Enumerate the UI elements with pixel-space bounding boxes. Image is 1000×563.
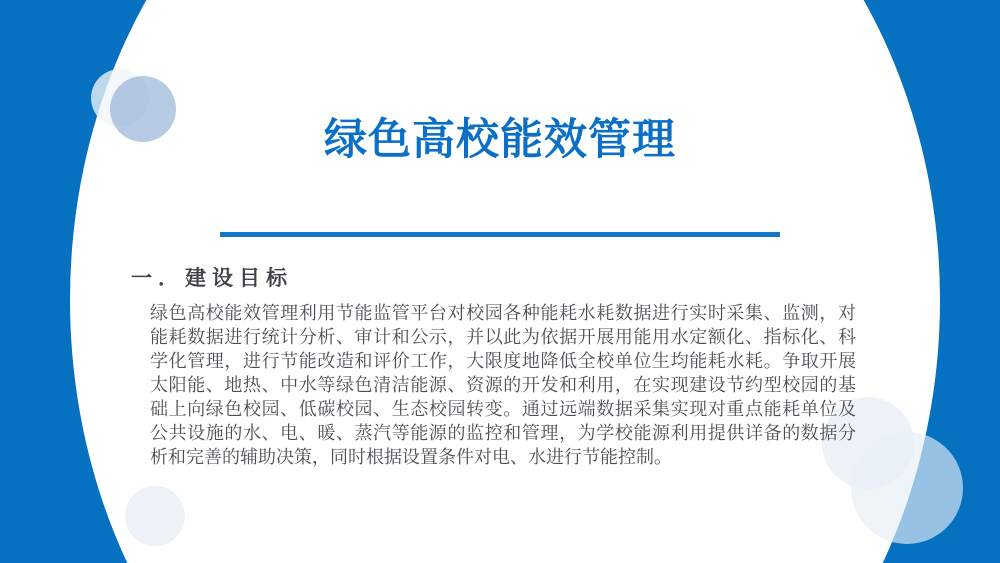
body-paragraph (150, 301, 856, 469)
section-heading: 一．建设目标 (131, 267, 293, 290)
slide-title: 绿色高校能效管理 (324, 116, 676, 164)
body-line: 能耗数据进行统计分析、审计和公示，并以此为依据开展用能用水定额化、指标化、科 (150, 327, 856, 347)
title-divider-line (220, 232, 780, 237)
body-line: 太阳能、地热、中水等绿色清洁能源、资源的开发和利用，在实现建设节约型校园的基 (150, 375, 856, 395)
body-line: 公共设施的水、电、暖、蒸汽等能源的监控和管理，为学校能源利用提供详备的数据分 (150, 423, 856, 443)
body-line: 绿色高校能效管理利用节能监管平台对校园各种能耗水耗数据进行实时采集、监测，对 (150, 303, 856, 323)
body-line: 析和完善的辅助决策，同时根据设置条件对电、水进行节能控制。 (150, 447, 672, 467)
body-line: 学化管理，进行节能改造和评价工作，大限度地降低全校单位生均能耗水耗。争取开展 (150, 351, 856, 371)
body-line: 础上向绿色校园、低碳校园、生态校园转变。通过远端数据采集实现对重点能耗单位及 (150, 399, 856, 419)
